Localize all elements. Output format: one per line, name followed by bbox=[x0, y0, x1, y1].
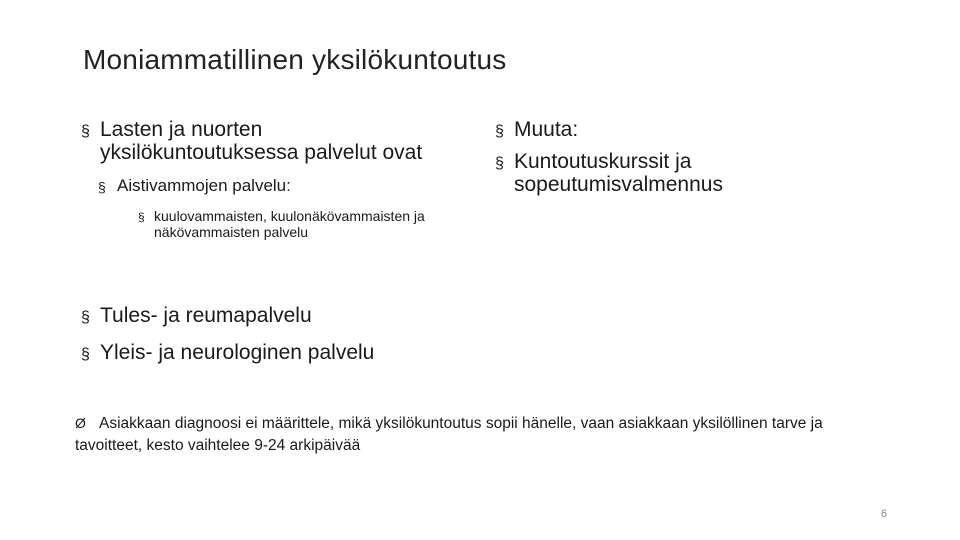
list-item-lasten-ja-nuorten bbox=[81, 118, 461, 164]
list-item-text: Yleis- ja neurologinen palvelu bbox=[100, 341, 375, 364]
note-text: Asiakkaan diagnoosi ei määrittele, mikä yksilökuntoutus sopii hänelle, vaan asiakkaan yksilöllinen tarve ja tavoitteet, kesto vaihtelee 9-24 arkipäivää bbox=[75, 415, 823, 454]
list-item-text: Muuta: bbox=[514, 118, 579, 141]
bullet-icon: § bbox=[81, 309, 90, 326]
page-number: 6 bbox=[880, 508, 887, 520]
list-item-aistivammojen-palvelu bbox=[98, 176, 461, 196]
list-item-text: Kuntoutuskurssit ja sopeutumisvalmennus bbox=[514, 150, 723, 196]
left-bullet-list bbox=[81, 118, 461, 240]
list-item-yleis-ja-neurologinen bbox=[81, 341, 501, 364]
bullet-icon: § bbox=[138, 210, 145, 224]
arrow-bullet-icon: Ø bbox=[75, 415, 86, 431]
list-item-text: Lasten ja nuorten yksilökuntoutuksessa palvelut ovat bbox=[100, 118, 423, 164]
right-bullet-list bbox=[495, 118, 795, 196]
note-paragraph bbox=[75, 412, 835, 457]
list-item-text: Tules- ja reumapalvelu bbox=[100, 304, 312, 327]
bullet-icon: § bbox=[81, 123, 90, 140]
bullet-icon: § bbox=[495, 155, 504, 172]
list-item-text: Aistivammojen palvelu: bbox=[117, 176, 291, 195]
list-item-kuntoutuskurssit bbox=[495, 150, 795, 196]
list-item-kuulovammaisten bbox=[138, 208, 461, 240]
bullet-icon: § bbox=[495, 123, 504, 140]
list-item-muuta bbox=[495, 118, 795, 141]
slide-title: Moniammatillinen yksilökuntoutus bbox=[83, 44, 507, 75]
list-item-tules-ja-reuma bbox=[81, 304, 501, 327]
bottom-bullet-list bbox=[81, 304, 501, 364]
left-bottom-list bbox=[81, 304, 501, 364]
bullet-icon: § bbox=[98, 179, 106, 195]
right-column bbox=[495, 118, 795, 196]
bullet-icon: § bbox=[81, 346, 90, 363]
left-column bbox=[81, 118, 461, 240]
list-item-text: kuulovammaisten, kuulonäkövammaisten ja näkövammaisten palvelu bbox=[154, 208, 425, 240]
